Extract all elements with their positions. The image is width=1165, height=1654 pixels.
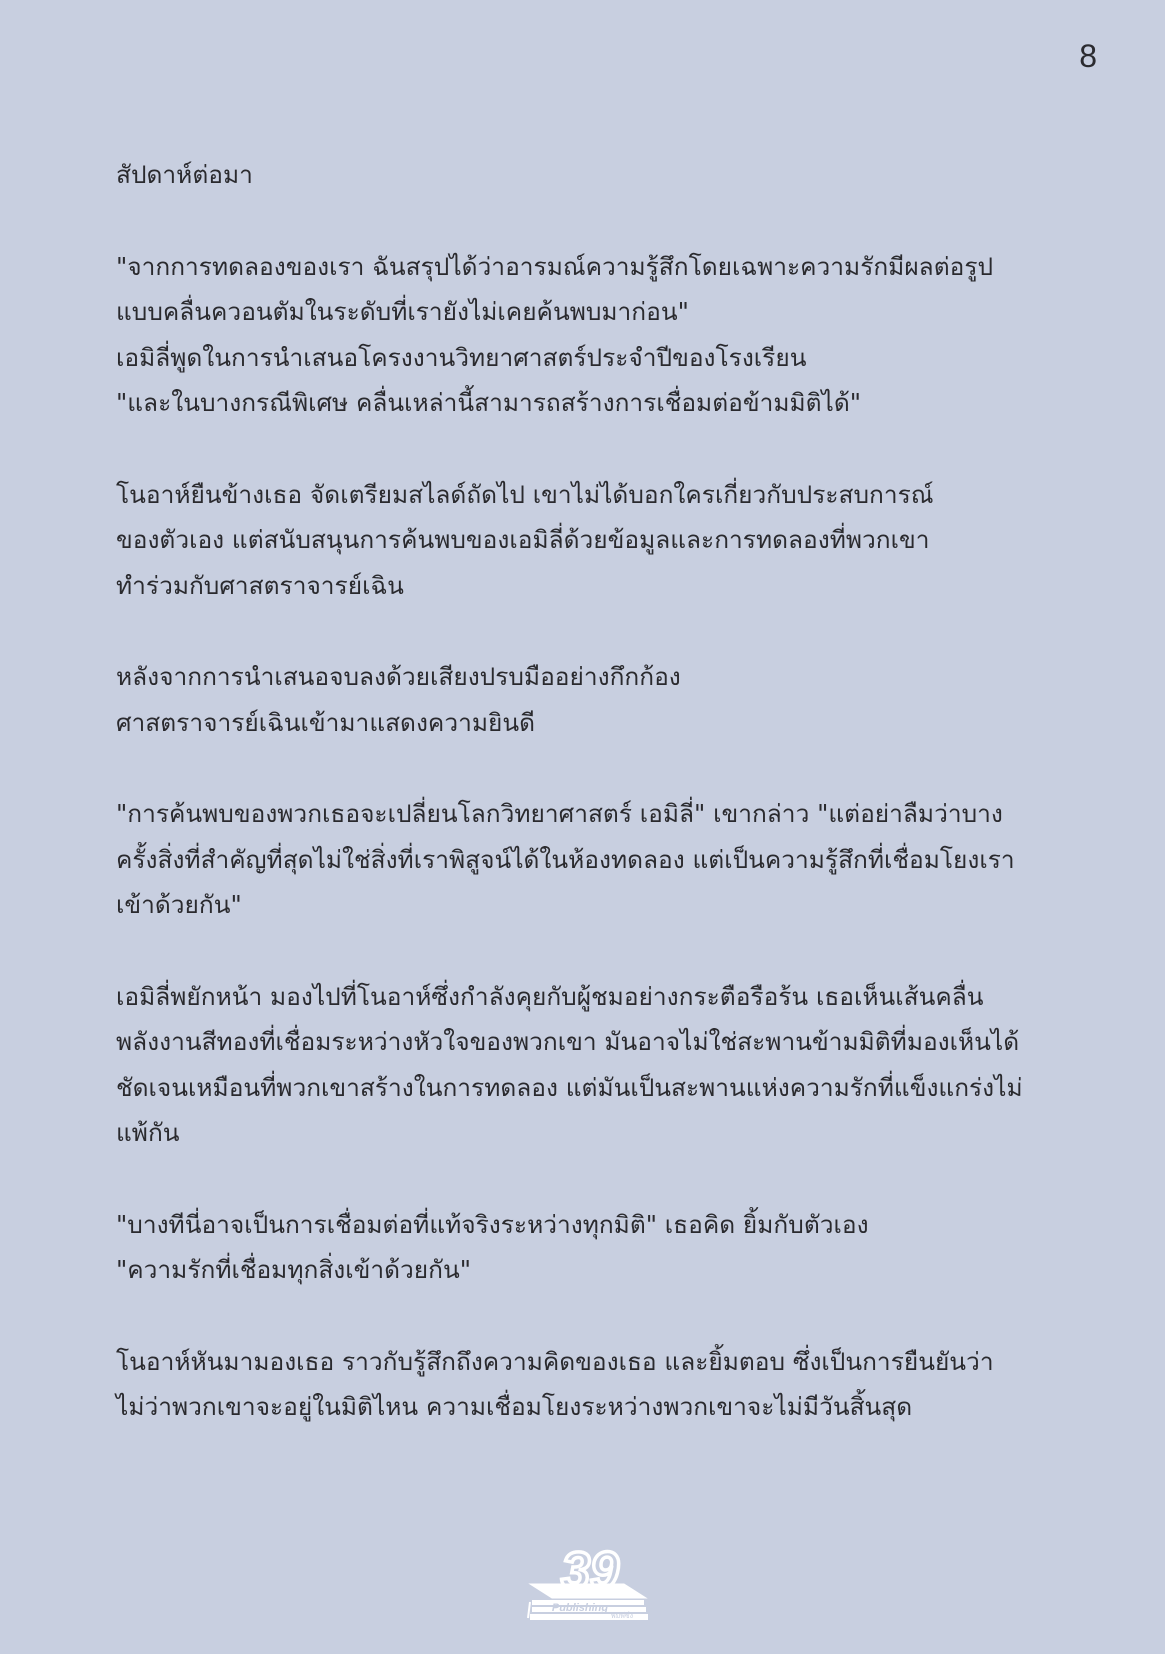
- paragraph: [116, 974, 1056, 1156]
- text-line: แพ้กัน: [116, 1118, 180, 1147]
- paragraph: [116, 1339, 1056, 1430]
- logo-subtext: พิมพ์ซึ่ง: [610, 1612, 634, 1620]
- text-line: ไม่ว่าพวกเขาจะอยู่ในมิติไหน ความเชื่อมโยงระหว่างพวกเขาจะไม่มีวันสิ้นสุด: [116, 1392, 913, 1421]
- text-line: หลังจากการนำเสนอจบลงด้วยเสียงปรบมืออย่างกึกก้อง: [116, 662, 681, 691]
- page-number: 8: [1079, 38, 1097, 74]
- text-line: ศาสตราจารย์เฉินเข้ามาแสดงความยินดี: [116, 707, 536, 737]
- text-line: "และในบางกรณีพิเศษ คลื่นเหล่านี้สามารถสร้างการเชื่อมต่อข้ามมิติได้": [116, 388, 862, 417]
- text-line: ของตัวเอง แต่สนับสนุนการค้นพบของเอมิลี่ด้วยข้อมูลและการทดลองที่พวกเขา: [116, 525, 930, 554]
- text-line: โนอาห์หันมามองเธอ ราวกับรู้สึกถึงความคิดของเธอ และยิ้มตอบ ซึ่งเป็นการยืนยันว่า: [116, 1346, 994, 1376]
- text-line: เอมิลี่พูดในการนำเสนอโครงงานวิทยาศาสตร์ประจำปีของโรงเรียน: [116, 342, 807, 372]
- text-line: พลังงานสีทองที่เชื่อมระหว่างหัวใจของพวกเขา มันอาจไม่ใช่สะพานข้ามมิติที่มองเห็นได้: [116, 1027, 1020, 1056]
- text-line: "การค้นพบของพวกเธอจะเปลี่ยนโลกวิทยาศาสตร์ เอมิลี่" เขากล่าว "แต่อย่าลืมว่าบาง: [116, 799, 1003, 828]
- text-line: ชัดเจนเหมือนที่พวกเขาสร้างในการทดลอง แต่มันเป็นสะพานแห่งความรักที่แข็งแกร่งไม่: [116, 1072, 1023, 1102]
- paragraph: [116, 244, 1056, 426]
- paragraph: [116, 1202, 1056, 1293]
- logo-number: 39: [561, 1542, 619, 1600]
- text-line: "จากการทดลองของเรา ฉันสรุปได้ว่าอารมณ์ความรู้สึกโดยเฉพาะความรักมีผลต่อรูป: [116, 251, 994, 281]
- paragraph: [116, 472, 1056, 609]
- text-line: ครั้งสิ่งที่สำคัญที่สุดไม่ใช่สิ่งที่เราพิสูจน์ได้ในห้องทดลอง แต่เป็นความรู้สึกที่เชื่อมโยงเรา: [116, 844, 1015, 874]
- text-line: "ความรักที่เชื่อมทุกสิ่งเข้าด้วยกัน": [116, 1255, 471, 1284]
- text-line: เข้าด้วยกัน": [116, 890, 242, 919]
- publisher-logo: [524, 1540, 660, 1624]
- text-line: ทำร่วมกับศาสตราจารย์เฉิน: [116, 570, 404, 600]
- paragraph: [116, 791, 1056, 928]
- text-line: แบบคลื่นควอนตัมในระดับที่เรายังไม่เคยค้นพบมาก่อน": [116, 297, 689, 326]
- text-line: "บางทีนี่อาจเป็นการเชื่อมต่อที่แท้จริงระหว่างทุกมิติ" เธอคิด ยิ้มกับตัวเอง: [116, 1209, 869, 1239]
- paragraph: [116, 654, 1056, 745]
- chapter-body: [116, 152, 1056, 1476]
- logo-wordmark: Publishing: [551, 1602, 609, 1614]
- paragraph: [116, 152, 1056, 198]
- text-line: สัปดาห์ต่อมา: [116, 160, 253, 189]
- text-line: โนอาห์ยืนข้างเธอ จัดเตรียมสไลด์ถัดไป เขาไม่ได้บอกใครเกี่ยวกับประสบการณ์: [116, 479, 934, 509]
- text-line: เอมิลี่พยักหน้า มองไปที่โนอาห์ซึ่งกำลังคุยกับผู้ชมอย่างกระตือรือร้น เธอเห็นเส้นคลื่น: [116, 981, 984, 1011]
